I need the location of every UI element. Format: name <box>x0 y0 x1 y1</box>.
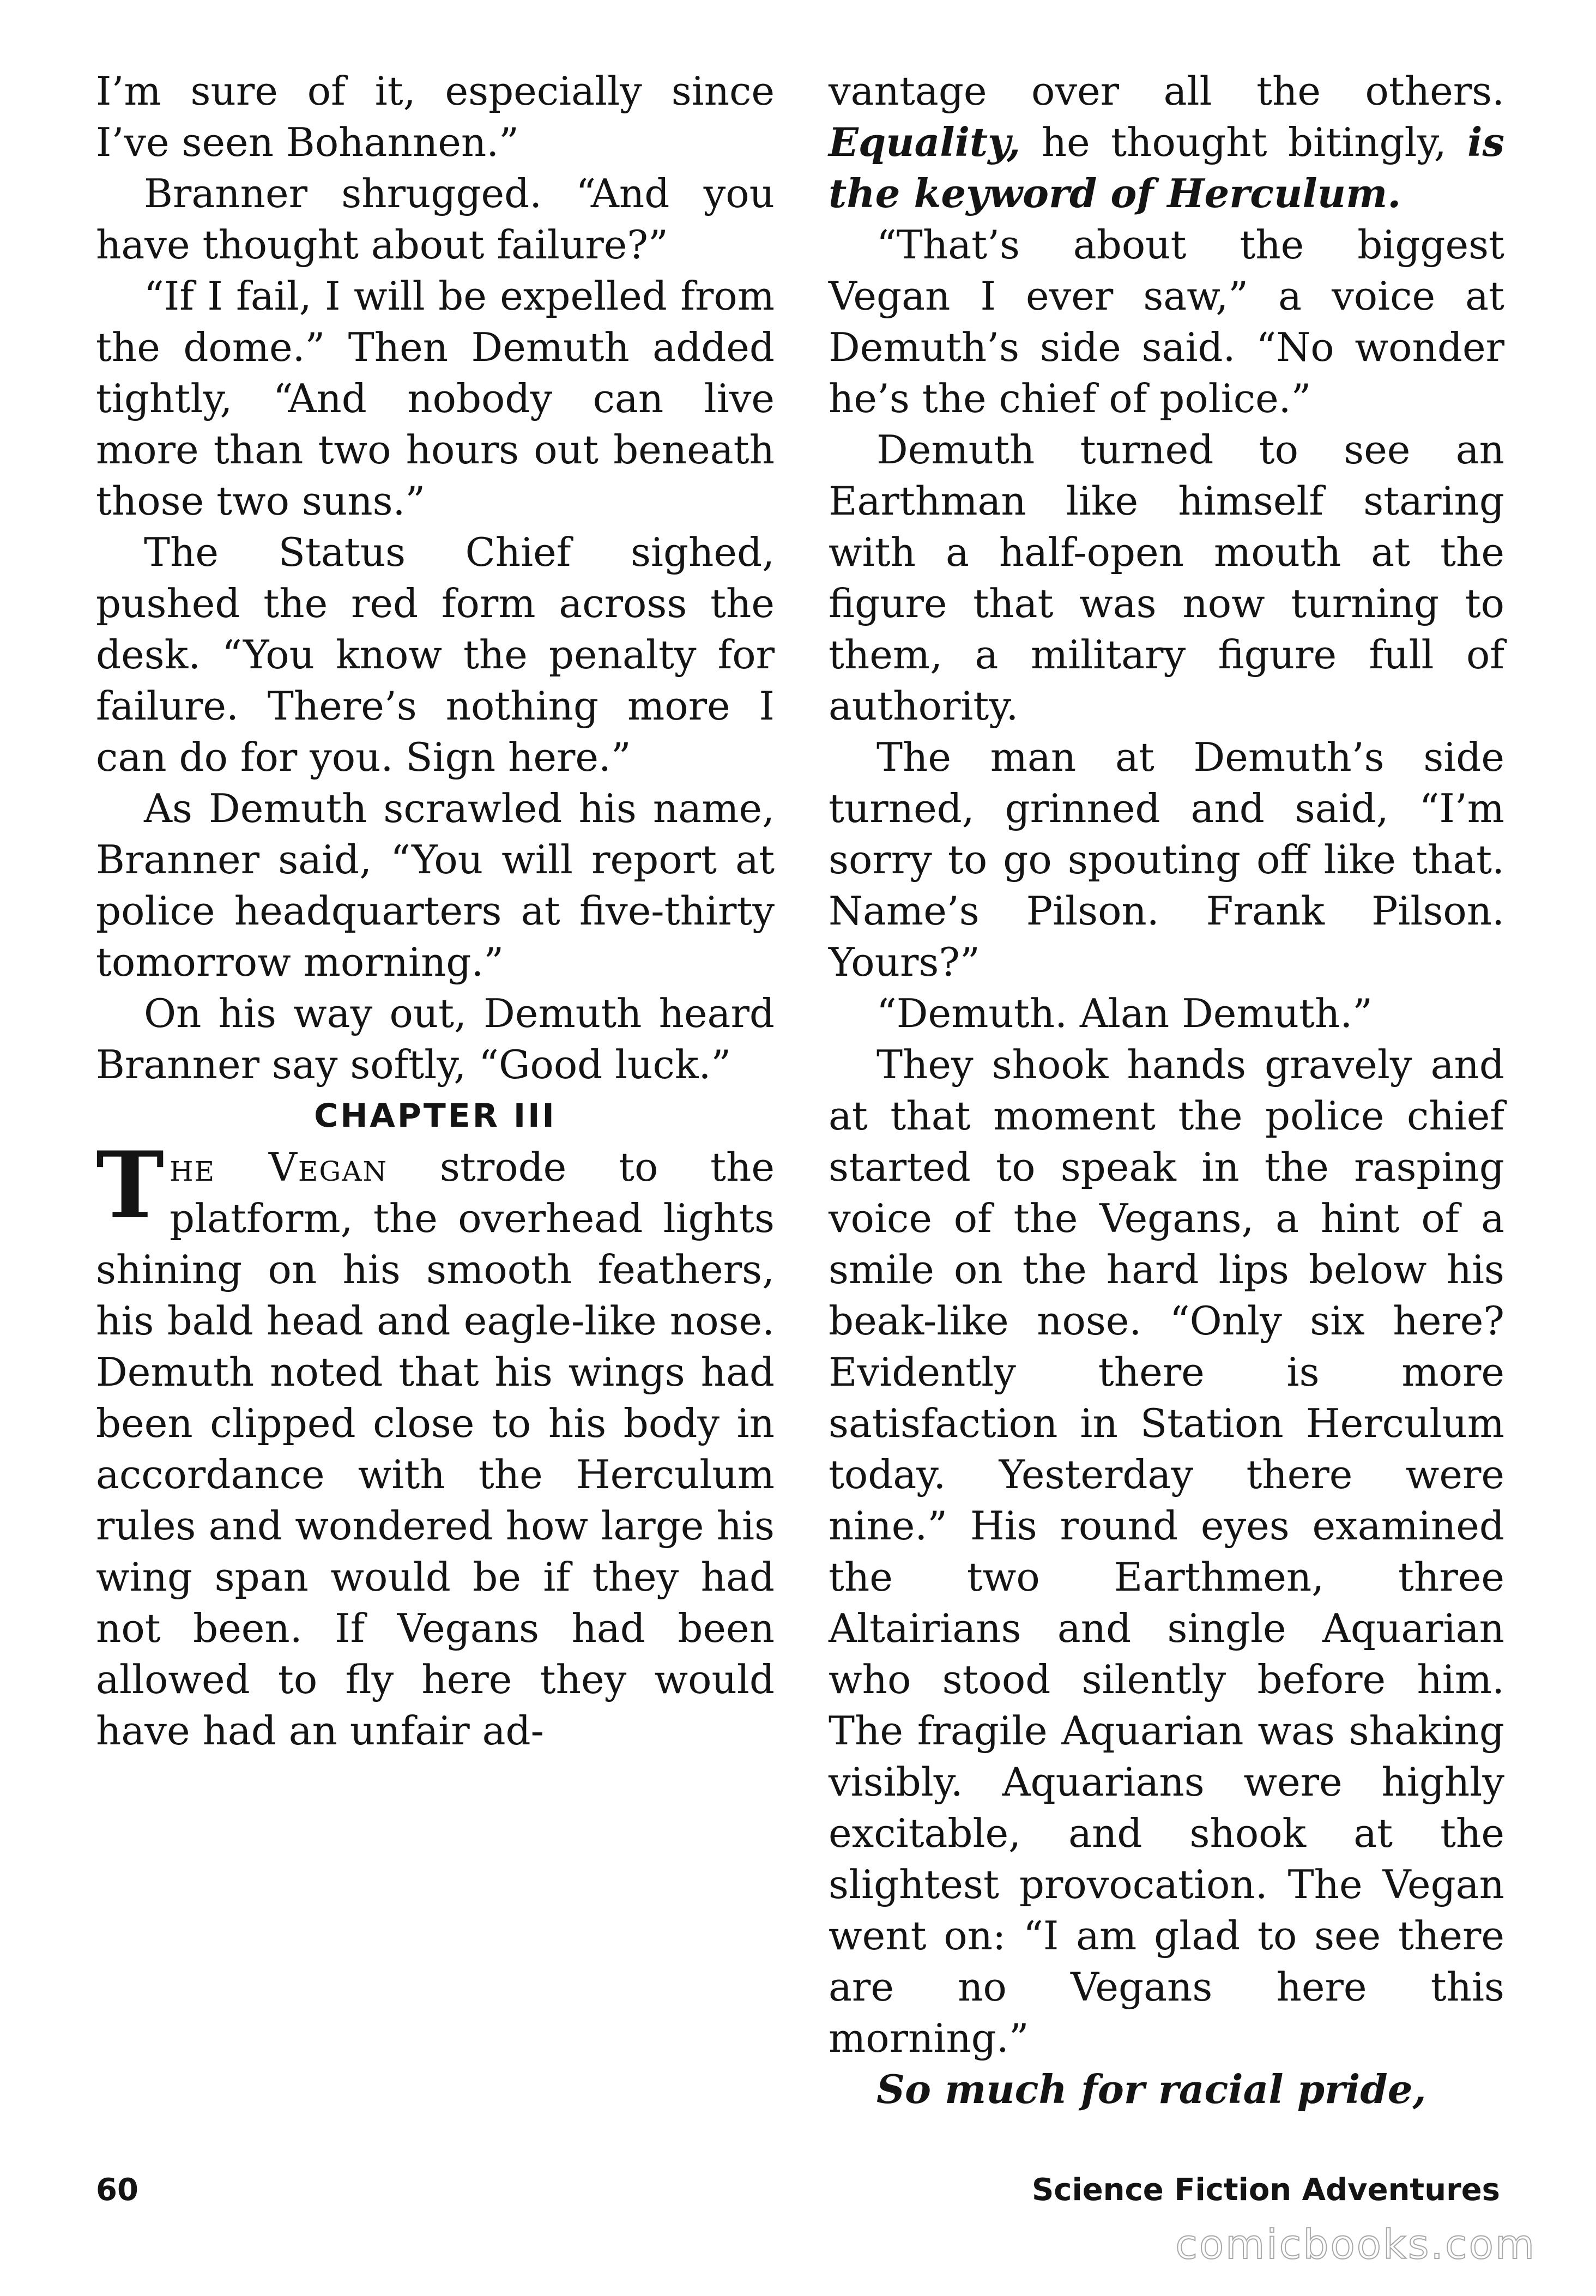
paragraph: On his way out, Demuth heard Branner say softly, “Good luck.” <box>96 990 775 1087</box>
paragraph: “That’s about the biggest Vegan I ever saw,” a voice at Demuth’s side said. “No wonder he’s the chief of police.” <box>829 222 1504 421</box>
watermark: comicbooks.com <box>1175 2221 1536 2268</box>
paragraph-text: vantage over all the others. <box>829 68 1504 114</box>
paragraph: The Status Chief sighed, pushed the red form across the desk. “You know the penalty for failure. There’s nothing more I can do for you. Sign here.” <box>96 529 775 780</box>
chapter-opening-paragraph <box>96 1131 775 1756</box>
chapter-heading: CHAPTER III <box>314 1097 557 1135</box>
paragraph <box>829 65 1504 219</box>
paragraph: I’m sure of it, especially since I’ve seen Bohannen.” <box>96 68 775 165</box>
paragraph <box>829 2064 1504 2115</box>
italic-text: So much for racial pride, <box>876 2066 1426 2112</box>
page-number: 60 <box>96 2172 138 2208</box>
small-caps-lead: he Vegan <box>170 1144 388 1190</box>
paragraph: They shook hands gravely and at that moment the police chief started to speak in the rasping voice of the Vegans, a hint of a smile on the hard lips below his beak-like nose. “Only six here? Evidently there is more satisfaction in Station Herculum today. Yesterday there were nine.” His round eyes examined the two Earthmen, three Altairians and single Aquarian who stood silently before him. The fragile Aquarian was shaking visibly. Aquarians were highly excitable, and shook at the slightest provocation. The Vegan went on: “I am glad to see there are no Vegans here this morning.” <box>829 1042 1504 2061</box>
right-column <box>829 65 1504 2115</box>
drop-cap: T <box>96 1131 165 1239</box>
paragraph: Demuth turned to see an Earthman like himself staring with a half-open mouth at the figure that was now turning to them, a military figure full of authority. <box>829 427 1504 729</box>
paragraph: As Demuth scrawled his name, Branner said, “You will report at police headquarters at five-thirty tomorrow morning.” <box>96 786 775 985</box>
left-column <box>96 65 775 1756</box>
magazine-title: Science Fiction Adventures <box>1031 2172 1500 2208</box>
paragraph: The man at Demuth’s side turned, grinned and said, “I’m sorry to go spouting off like that. Name’s Pilson. Frank Pilson. Yours?” <box>829 734 1504 985</box>
paragraph: Branner shrugged. “And you have thought about failure?” <box>96 171 775 268</box>
paragraph-text: strode to the platform, the overhead lights shining on his smooth feathers, his bald head and eagle-like nose. Demuth noted that his wings had been clipped close to his body in accordance with the Herculum rules and wondered how large his wing span would be if they had not been. If Vegans had been allowed to fly here they would have had an unfair ad- <box>96 1144 775 1754</box>
italic-text: Equality, <box>829 119 1021 165</box>
italic-text: is the keyword of Herculum. <box>829 119 1504 216</box>
paragraph: “Demuth. Alan Demuth.” <box>876 990 1373 1036</box>
paragraph: “If I fail, I will be expelled from the dome.” Then Demuth added tightly, “And nobody can live more than two hours out beneath those two suns.” <box>96 273 775 524</box>
paragraph-text: he thought bitingly, <box>1020 119 1468 165</box>
